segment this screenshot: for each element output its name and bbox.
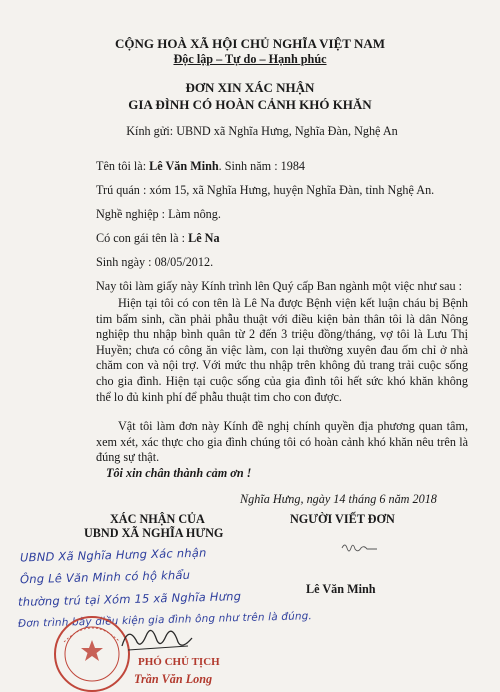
handwritten-line2: Ông Lê Văn Minh có hộ khẩu (19, 567, 191, 587)
document-title-line1: ĐƠN XIN XÁC NHẬN (185, 80, 315, 95)
official-name: Trần Văn Long (134, 672, 213, 686)
child-name-line (96, 231, 220, 246)
applicant-signature (340, 540, 380, 554)
applicant-title: NGƯỜI VIẾT ĐƠN (290, 512, 395, 526)
birth-year: . Sinh năm : 1984 (218, 159, 306, 173)
confirm-title-line1: XÁC NHẬN CỦA (110, 512, 205, 526)
child-birth: Sinh ngày : 08/05/2012. (96, 255, 214, 269)
motto: Độc lập – Tự do – Hạnh phúc (173, 52, 327, 66)
place-date: Nghĩa Hưng, ngày 14 tháng 6 năm 2018 (240, 492, 437, 506)
occupation: Nghề nghiệp : Làm nông. (96, 207, 221, 221)
thanks-line: Tôi xin chân thành cảm ơn ! (106, 466, 252, 480)
paragraph-situation: Hiện tại tôi có con tên là Lê Na được Bệnh viện kết luận cháu bị Bệnh tim bẩm sinh, cần phải phẫu thuật với điều kiện bản thân tôi là dân Nông nghiệp thu nhập bình quân từ 2 đến 3 triệu đồng/tháng, vợ tôi là Lưu Thị Huyền; chưa có công ăn việc làm, con lại thường xuyên đau ốm chỉ ở nhà chăm con và nội trợ. Với mức thu nhập trên không đủ trang trải cuộc sống cho gia đình. Hiện tại cuộc sống của gia đình tôi hết sức khó khăn không thể lo đủ kinh phí để phẫu thuật tim cho con được. (96, 296, 468, 404)
residence: Trú quán : xóm 15, xã Nghĩa Hưng, huyện Nghĩa Đàn, tỉnh Nghệ An. (96, 183, 435, 197)
official-signature (118, 622, 198, 656)
recipient: Kính gửi: UBND xã Nghĩa Hưng, Nghĩa Đàn, Nghệ An (126, 124, 398, 138)
handwritten-line1: UBND Xã Nghĩa Hưng Xác nhận (19, 545, 207, 565)
confirm-title-line2: UBND XÃ NGHĨA HƯNG (84, 526, 224, 540)
intro-line: Nay tôi làm giấy này Kính trình lên Quý cấp Ban ngành một việc như sau : (96, 279, 463, 293)
applicant-name-signed: Lê Văn Minh (306, 582, 376, 596)
official-title: PHÓ CHỦ TỊCH (138, 656, 220, 668)
paragraph-request: Vật tôi làm đơn này Kính đề nghị chính quyền địa phương quan tâm, xem xét, xác thực cho gia đình chúng tôi có hoàn cảnh khó khăn nêu trên là đúng sự thật. (96, 419, 468, 465)
applicant-name-line (96, 159, 305, 174)
handwritten-line4: Đơn trình bày điều kiện gia đình ông như trên là đúng. (17, 610, 313, 630)
name-value: Lê Văn Minh (149, 159, 219, 173)
child-label: Có con gái tên là : (96, 231, 189, 245)
nation-header: CỘNG HOÀ XÃ HỘI CHỦ NGHĨA VIỆT NAM (114, 36, 386, 51)
handwritten-line3: thường trú tại Xóm 15 xã Nghĩa Hưng (17, 589, 242, 609)
name-label: Tên tôi là: (96, 159, 150, 173)
child-name: Lê Na (188, 231, 220, 245)
document-title-line2: GIA ĐÌNH CÓ HOÀN CẢNH KHÓ KHĂN (128, 97, 372, 112)
